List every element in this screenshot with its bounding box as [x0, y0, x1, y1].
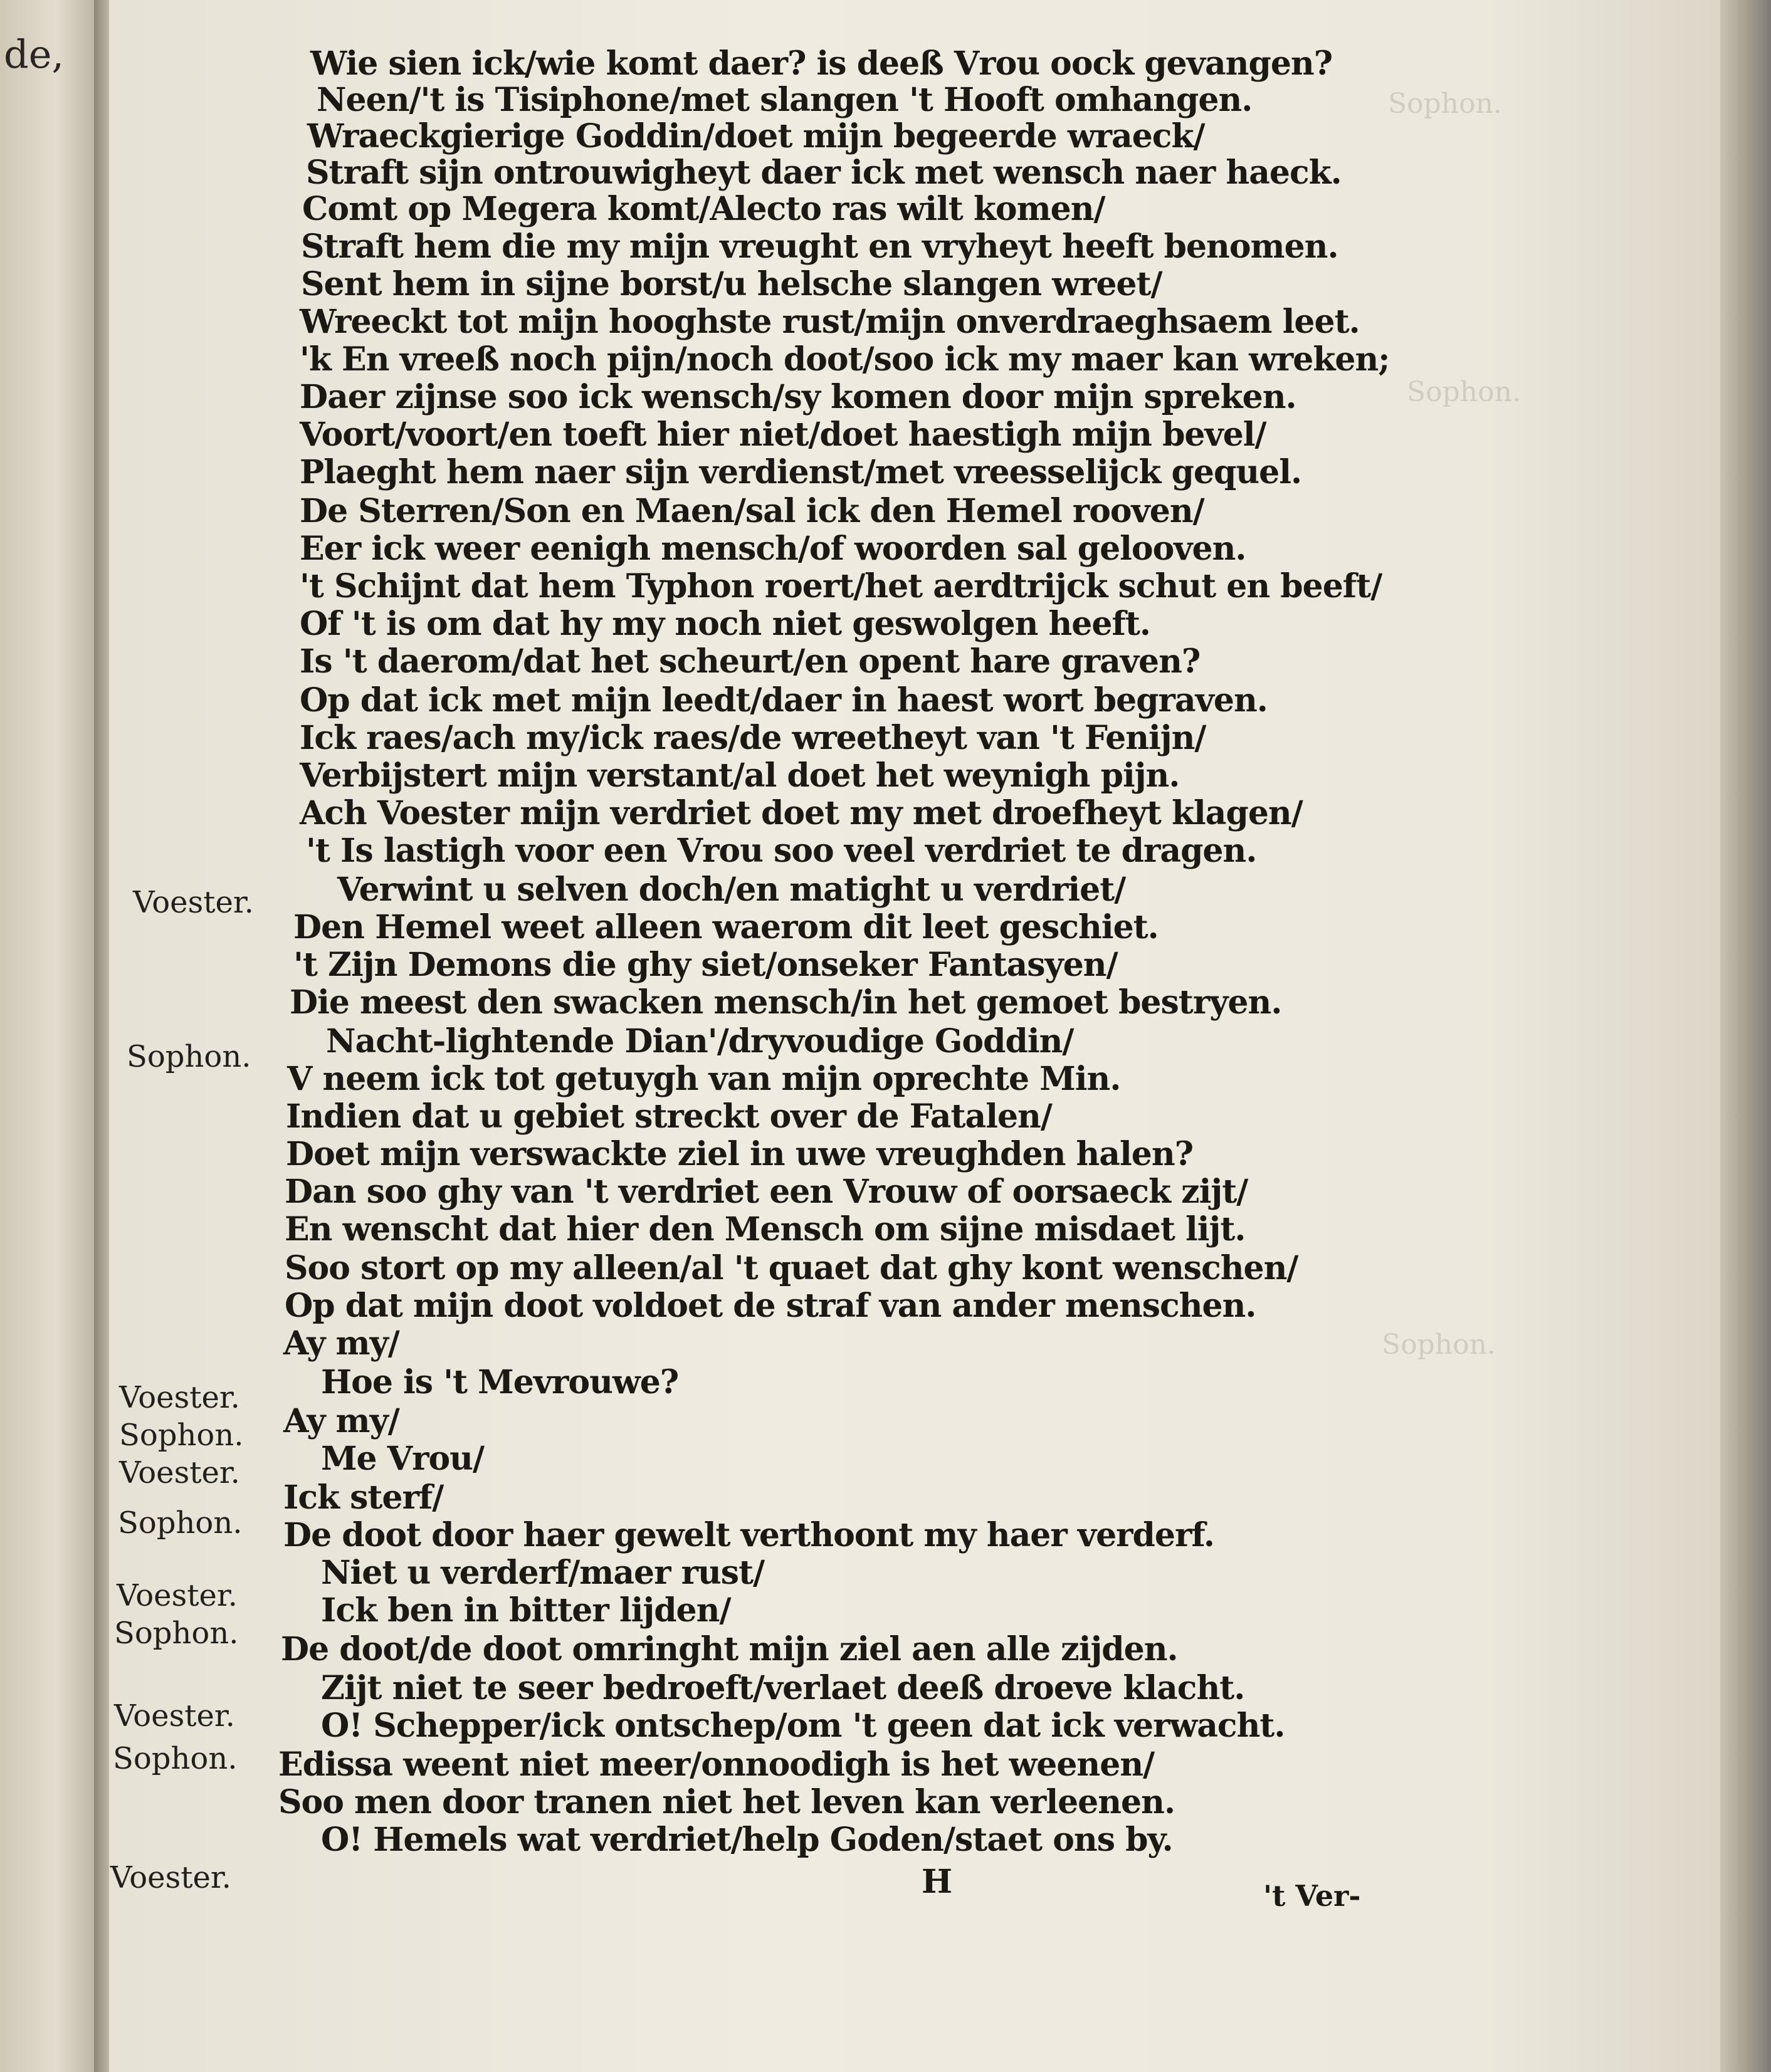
verse-line: O! Hemels wat verdriet/help Goden/staet ons by. [321, 1821, 1173, 1859]
left-page-edge [0, 0, 94, 2072]
left-page-fragment: de, [4, 31, 65, 77]
speaker-label: Sophon. [119, 1418, 244, 1453]
verse-line: Hoe is 't Mevrouwe? [321, 1363, 679, 1401]
verse-line: Ick raes/ach my/ick raes/de wreetheyt van 't Fenijn/ [300, 719, 1206, 757]
speaker-label: Sophon. [118, 1505, 243, 1541]
verse-line: Zijt niet te seer bedroeft/verlaet deeß droeve klacht. [321, 1669, 1245, 1707]
book-gutter [94, 0, 109, 2072]
verse-line: V neem ick tot getuygh van mijn oprechte Min. [287, 1060, 1121, 1098]
verse-line: Den Hemel weet alleen waerom dit leet geschiet. [293, 908, 1159, 946]
verse-line: Op dat mijn doot voldoet de straf van ander menschen. [285, 1287, 1256, 1325]
verse-line: Dan soo ghy van 't verdriet een Vrouw of oorsaeck zijt/ [285, 1173, 1248, 1211]
verse-line: 'k En vreeß noch pijn/noch doot/soo ick my maer kan wreken; [300, 340, 1390, 379]
verse-line: Ach Voester mijn verdriet doet my met droefheyt klagen/ [300, 794, 1303, 832]
verse-line: Nacht-lightende Dian'/dryvoudige Goddin/ [326, 1022, 1074, 1060]
verse-line: Doet mijn verswackte ziel in uwe vreughden halen? [286, 1135, 1194, 1173]
show-through-mark: Sophon. [1407, 376, 1521, 408]
verse-line: Ay my/ [283, 1324, 399, 1363]
verse-line: Neen/'t is Tisiphone/met slangen 't Hooft omhangen. [317, 81, 1253, 119]
verse-line: Daer zijnse soo ick wensch/sy komen door mijn spreken. [300, 378, 1296, 416]
speaker-label: Voester. [119, 1455, 240, 1490]
verse-line: Soo stort op my alleen/al 't quaet dat ghy kont wenschen/ [285, 1249, 1298, 1287]
speaker-label: Sophon. [113, 1741, 238, 1776]
verse-line: De doot door haer gewelt verthoont my haer verderf. [283, 1516, 1215, 1554]
verse-line: O! Schepper/ick ontschep/om 't geen dat ick verwacht. [321, 1707, 1285, 1745]
verse-line: 't Schijnt dat hem Typhon roert/het aerdtrijck schut en beeft/ [300, 567, 1382, 605]
speaker-label: Voester. [110, 1860, 231, 1895]
verse-line: Ick ben in bitter lijden/ [321, 1591, 731, 1630]
verse-line: Wreeckt tot mijn hooghste rust/mijn onverdraeghsaem leet. [300, 303, 1360, 341]
verse-line: Indien dat u gebiet streckt over de Fatalen/ [286, 1097, 1052, 1136]
verse-line: Eer ick weer eenigh mensch/of woorden sal gelooven. [300, 530, 1246, 568]
verse-line: Verbijstert mijn verstant/al doet het weynigh pijn. [300, 756, 1180, 795]
verse-line: Wie sien ick/wie komt daer? is deeß Vrou oock gevangen? [310, 44, 1333, 83]
verse-line: Op dat ick met mijn leedt/daer in haest wort begraven. [300, 681, 1268, 719]
verse-line: Niet u verderf/maer rust/ [321, 1554, 765, 1592]
verse-line: Me Vrou/ [321, 1440, 484, 1478]
verse-line: De doot/de doot omringht mijn ziel aen alle zijden. [281, 1630, 1178, 1668]
verse-line: Edissa weent niet meer/onnoodigh is het weenen/ [278, 1745, 1155, 1784]
verse-line: Verwint u selven doch/en matight u verdriet/ [337, 871, 1126, 909]
verse-line: Of 't is om dat hy my noch niet geswolgen heeft. [300, 605, 1150, 643]
verse-line: 't Zijn Demons die ghy siet/onseker Fantasyen/ [293, 946, 1118, 984]
page-edge [1720, 0, 1771, 2072]
verse-line: Straft sijn ontrouwigheyt daer ick met wensch naer haeck. [306, 154, 1342, 192]
verse-line: 't Is lastigh voor een Vrou soo veel verdriet te dragen. [306, 832, 1257, 870]
verse-line: Straft hem die my mijn vreught en vryheyt heeft benomen. [301, 228, 1338, 266]
verse-line: Ay my/ [283, 1402, 399, 1440]
speaker-label: Sophon. [127, 1039, 251, 1074]
show-through-mark: Sophon. [1382, 1329, 1496, 1361]
catchword: 't Ver- [1263, 1879, 1361, 1913]
signature-mark: H [922, 1863, 953, 1901]
verse-line: Sent hem in sijne borst/u helsche slangen wreet/ [301, 265, 1162, 303]
speaker-label: Voester. [114, 1698, 235, 1734]
verse-line: Voort/voort/en toeft hier niet/doet haestigh mijn bevel/ [300, 416, 1266, 454]
speaker-label: Sophon. [114, 1616, 239, 1651]
verse-line: De Sterren/Son en Maen/sal ick den Hemel rooven/ [300, 492, 1204, 530]
verse-line: Die meest den swacken mensch/in het gemoet bestryen. [290, 983, 1282, 1022]
verse-line: Comt op Megera komt/Alecto ras wilt komen/ [302, 190, 1105, 228]
verse-line: Wraeckgierige Goddin/doet mijn begeerde wraeck/ [307, 117, 1205, 155]
verse-line: Is 't daerom/dat het scheurt/en opent hare graven? [300, 642, 1201, 681]
show-through-mark: Sophon. [1388, 88, 1502, 120]
verse-line: En wenscht dat hier den Mensch om sijne misdaet lijt. [285, 1210, 1246, 1248]
speaker-label: Voester. [119, 1380, 240, 1415]
speaker-label: Voester. [117, 1578, 238, 1613]
verse-line: Plaeght hem naer sijn verdienst/met vreesselijck gequel. [300, 453, 1302, 491]
verse-line: Soo men door tranen niet het leven kan verleenen. [278, 1783, 1175, 1821]
speaker-label: Voester. [133, 885, 254, 920]
verse-line: Ick sterf/ [283, 1478, 444, 1517]
